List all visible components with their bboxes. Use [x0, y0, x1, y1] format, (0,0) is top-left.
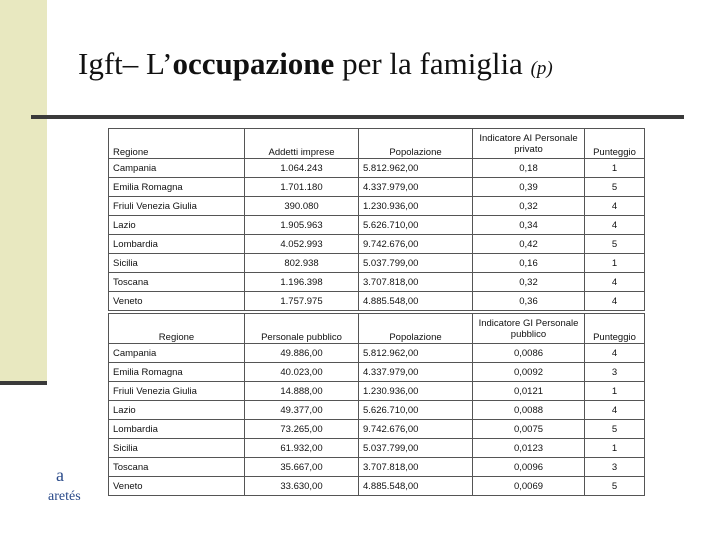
cell-indicator: 0,39: [473, 178, 585, 197]
cell-score: 4: [585, 344, 645, 363]
table-row: [109, 216, 645, 235]
cell-score: 5: [585, 420, 645, 439]
cell-count: 390.080: [245, 197, 359, 216]
cell-population: 9.742.676,00: [359, 235, 473, 254]
title-part-1: Igft– L’: [78, 46, 173, 81]
slide-title: [78, 46, 553, 82]
cell-population: 5.037.799,00: [359, 439, 473, 458]
table-row: [109, 159, 645, 178]
cell-region: Sicilia: [109, 254, 245, 273]
cell-count: 1.701.180: [245, 178, 359, 197]
cell-population: 4.337.979,00: [359, 363, 473, 382]
title-underline: [31, 115, 684, 119]
cell-region: Campania: [109, 344, 245, 363]
cell-indicator: 0,36: [473, 292, 585, 311]
cell-region: Toscana: [109, 458, 245, 477]
cell-population: 4.885.548,00: [359, 292, 473, 311]
cell-score: 1: [585, 254, 645, 273]
private-personnel-table: [108, 128, 645, 311]
cell-indicator: 0,16: [473, 254, 585, 273]
decorative-side-line: [0, 381, 47, 385]
cell-count: 49.377,00: [245, 401, 359, 420]
cell-population: 9.742.676,00: [359, 420, 473, 439]
cell-count: 1.196.398: [245, 273, 359, 292]
cell-count: 40.023,00: [245, 363, 359, 382]
cell-score: 5: [585, 477, 645, 496]
table-row: [109, 363, 645, 382]
cell-region: Emilia Romagna: [109, 178, 245, 197]
title-suffix: (p): [530, 58, 553, 79]
cell-indicator: 0,0086: [473, 344, 585, 363]
cell-score: 4: [585, 273, 645, 292]
cell-score: 3: [585, 363, 645, 382]
cell-score: 4: [585, 216, 645, 235]
table-row: [109, 439, 645, 458]
decorative-side-bar: [0, 0, 47, 382]
table-header-row: [109, 314, 645, 344]
cell-region: Lazio: [109, 216, 245, 235]
cell-population: 5.812.962,00: [359, 344, 473, 363]
table-row: [109, 401, 645, 420]
cell-count: 14.888,00: [245, 382, 359, 401]
table-row: [109, 420, 645, 439]
title-bold-word: occupazione: [172, 46, 335, 81]
cell-region: Lombardia: [109, 420, 245, 439]
cell-count: 1.064.243: [245, 159, 359, 178]
cell-indicator: 0,0069: [473, 477, 585, 496]
cell-region: Emilia Romagna: [109, 363, 245, 382]
cell-score: 4: [585, 197, 645, 216]
table-row: [109, 178, 645, 197]
cell-region: Veneto: [109, 477, 245, 496]
cell-population: 1.230.936,00: [359, 197, 473, 216]
table-row: [109, 382, 645, 401]
cell-region: Lombardia: [109, 235, 245, 254]
table-row: [109, 477, 645, 496]
cell-population: 3.707.818,00: [359, 273, 473, 292]
cell-count: 73.265,00: [245, 420, 359, 439]
column-header-population: Popolazione: [359, 129, 473, 159]
cell-score: 5: [585, 178, 645, 197]
cell-population: 5.812.962,00: [359, 159, 473, 178]
cell-population: 3.707.818,00: [359, 458, 473, 477]
title-part-2: per la famiglia: [334, 46, 531, 81]
cell-region: Veneto: [109, 292, 245, 311]
cell-region: Campania: [109, 159, 245, 178]
logo-mark: a: [56, 465, 64, 485]
cell-indicator: 0,0121: [473, 382, 585, 401]
public-personnel-table: [108, 313, 645, 496]
aretes-logo: [48, 466, 90, 506]
cell-count: 1.905.963: [245, 216, 359, 235]
cell-count: 1.757.975: [245, 292, 359, 311]
column-header-employees: Addetti imprese: [245, 129, 359, 159]
column-header-indicator: Indicatore AI Personale privato: [473, 129, 585, 159]
cell-indicator: 0,18: [473, 159, 585, 178]
cell-indicator: 0,0075: [473, 420, 585, 439]
cell-region: Sicilia: [109, 439, 245, 458]
logo-wordmark: aretés: [48, 489, 81, 504]
cell-region: Toscana: [109, 273, 245, 292]
cell-indicator: 0,0096: [473, 458, 585, 477]
cell-score: 1: [585, 159, 645, 178]
cell-count: 4.052.993: [245, 235, 359, 254]
table-row: [109, 235, 645, 254]
column-header-population: Popolazione: [359, 314, 473, 344]
table-row: [109, 458, 645, 477]
cell-indicator: 0,0092: [473, 363, 585, 382]
cell-indicator: 0,32: [473, 273, 585, 292]
cell-score: 4: [585, 292, 645, 311]
cell-count: 49.886,00: [245, 344, 359, 363]
cell-count: 35.667,00: [245, 458, 359, 477]
column-header-public-personnel: Personale pubblico: [245, 314, 359, 344]
cell-population: 1.230.936,00: [359, 382, 473, 401]
column-header-score: Punteggio: [585, 314, 645, 344]
cell-score: 1: [585, 439, 645, 458]
cell-score: 3: [585, 458, 645, 477]
cell-population: 5.037.799,00: [359, 254, 473, 273]
cell-region: Friuli Venezia Giulia: [109, 382, 245, 401]
cell-count: 61.932,00: [245, 439, 359, 458]
table-header-row: [109, 129, 645, 159]
table-row: [109, 273, 645, 292]
column-header-region: Regione: [109, 314, 245, 344]
cell-score: 1: [585, 382, 645, 401]
column-header-indicator: Indicatore GI Personale pubblico: [473, 314, 585, 344]
cell-population: 4.885.548,00: [359, 477, 473, 496]
cell-count: 33.630,00: [245, 477, 359, 496]
table-row: [109, 197, 645, 216]
column-header-score: Punteggio: [585, 129, 645, 159]
table-row: [109, 344, 645, 363]
cell-region: Friuli Venezia Giulia: [109, 197, 245, 216]
cell-indicator: 0,32: [473, 197, 585, 216]
table-row: [109, 254, 645, 273]
table-row: [109, 292, 645, 311]
cell-indicator: 0,42: [473, 235, 585, 254]
cell-population: 5.626.710,00: [359, 401, 473, 420]
cell-population: 5.626.710,00: [359, 216, 473, 235]
cell-score: 5: [585, 235, 645, 254]
cell-indicator: 0,34: [473, 216, 585, 235]
cell-population: 4.337.979,00: [359, 178, 473, 197]
cell-indicator: 0,0123: [473, 439, 585, 458]
cell-indicator: 0,0088: [473, 401, 585, 420]
cell-score: 4: [585, 401, 645, 420]
column-header-region: Regione: [109, 129, 245, 159]
cell-region: Lazio: [109, 401, 245, 420]
cell-count: 802.938: [245, 254, 359, 273]
